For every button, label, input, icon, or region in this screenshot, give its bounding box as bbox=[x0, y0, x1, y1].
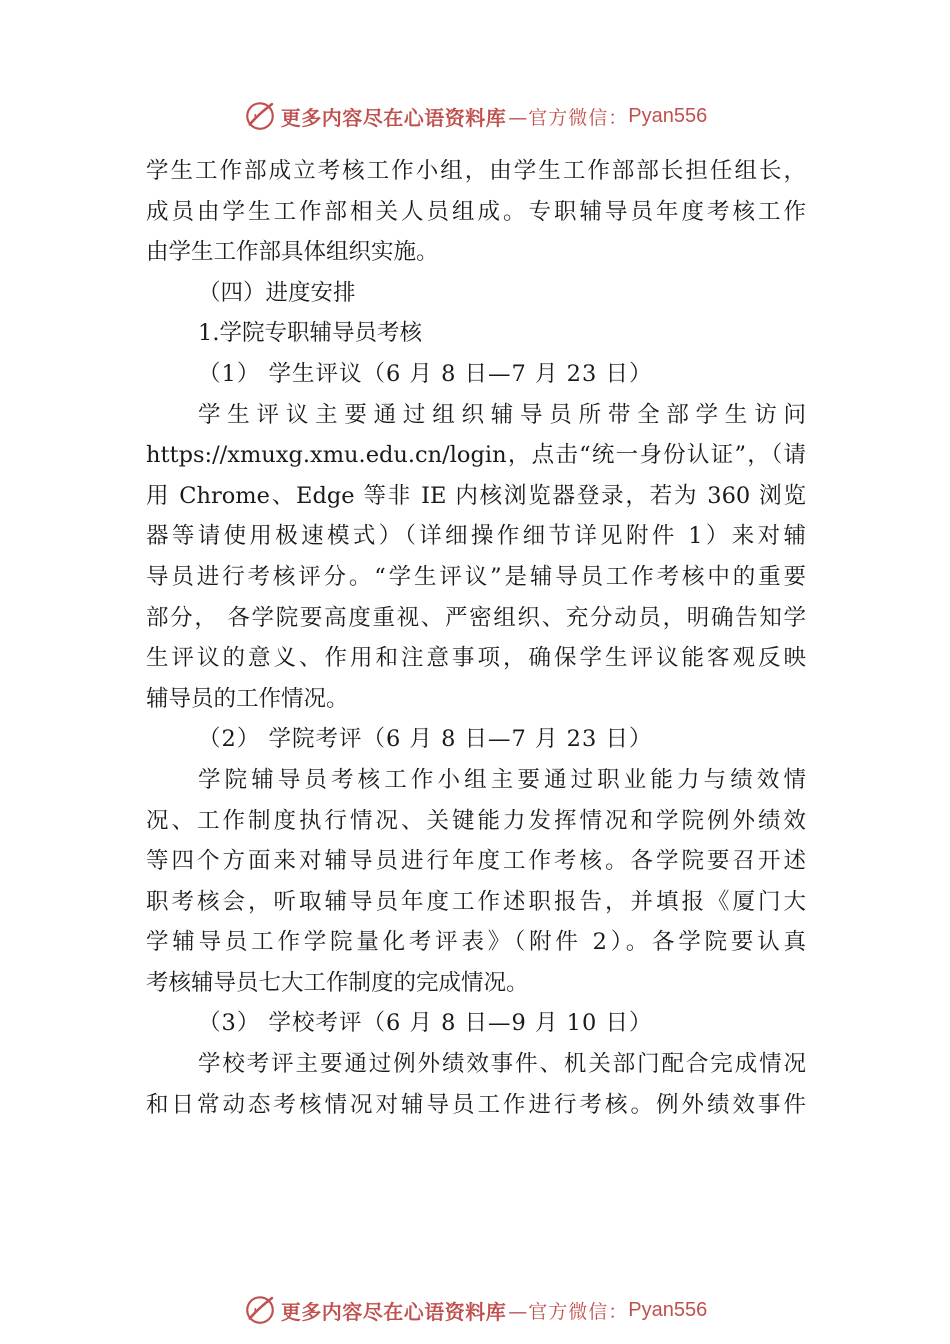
header-text-bold: 更多内容尽在心语资料库 bbox=[280, 105, 507, 130]
body-line: 职考核会，听取辅导员年度工作述职报告，并填报《厦门大 bbox=[146, 888, 806, 915]
item-heading: （1） 学生评议（6 月 8 日—7 月 23 日） bbox=[198, 360, 653, 387]
body-line: 况、工作制度执行情况、关键能力发挥情况和学院例外绩效 bbox=[146, 807, 806, 834]
body-line: 学辅导员工作学院量化考评表》（附件 2）。各学院要认真 bbox=[146, 929, 806, 956]
body-line: 由学生工作部具体组织实施。 bbox=[146, 239, 439, 266]
body-line: 等四个方面来对辅导员进行年度工作考核。各学院要召开述 bbox=[146, 848, 806, 875]
body-line: 成员由学生工作部相关人员组成。专职辅导员年度考核工作 bbox=[146, 198, 806, 225]
header-text-id: Pyan556 bbox=[628, 104, 708, 127]
footer-text-id: Pyan556 bbox=[628, 1298, 708, 1321]
subsection-heading: 1.学院专职辅导员考核 bbox=[198, 320, 422, 347]
body-line: 考核辅导员七大工作制度的完成情况。 bbox=[146, 969, 529, 996]
body-line: 和日常动态考核情况对辅导员工作进行考核。例外绩效事件 bbox=[146, 1091, 806, 1118]
footer-text-mid: —官方微信： bbox=[508, 1300, 629, 1323]
brush-logo-icon bbox=[243, 1293, 277, 1327]
header-text-mid: —官方微信： bbox=[508, 106, 629, 129]
body-line: 部分， 各学院要高度重视、严密组织、充分动员，明确告知学 bbox=[146, 604, 806, 631]
brush-logo-icon bbox=[243, 99, 277, 133]
section-heading: （四）进度安排 bbox=[198, 279, 356, 306]
body-line: 用 Chrome、Edge 等非 IE 内核浏览器登录，若为 360 浏览 bbox=[146, 482, 806, 509]
footer-text-bold: 更多内容尽在心语资料库 bbox=[280, 1299, 507, 1324]
body-line: 学院辅导员考核工作小组主要通过职业能力与绩效情 bbox=[198, 766, 806, 793]
body-line: 学生工作部成立考核工作小组，由学生工作部部长担任组长， bbox=[146, 158, 806, 184]
item-heading: （3） 学校考评（6 月 8 日—9 月 10 日） bbox=[198, 1010, 653, 1037]
body-line: 辅导员的工作情况。 bbox=[146, 685, 349, 712]
body-line: 学校考评主要通过例外绩效事件、机关部门配合完成情况 bbox=[198, 1051, 806, 1078]
body-line-url: https://xmuxg.xmu.edu.cn/login，点击“统一身份认证”，（请 bbox=[146, 442, 806, 469]
footer-banner bbox=[0, 1288, 950, 1332]
body-line: 导员进行考核评分。“学生评议”是辅导员工作考核中的重要 bbox=[146, 563, 806, 590]
body-line: 学生评议主要通过组织辅导员所带全部学生访问 bbox=[198, 401, 806, 428]
document-body bbox=[146, 151, 806, 1125]
body-line: 生评议的意义、作用和注意事项，确保学生评议能客观反映 bbox=[146, 645, 806, 672]
item-heading: （2） 学院考评（6 月 8 日—7 月 23 日） bbox=[198, 726, 653, 753]
header-banner bbox=[0, 94, 950, 138]
body-line: 器等请使用极速模式）（详细操作细节详见附件 1）来对辅 bbox=[146, 523, 806, 550]
